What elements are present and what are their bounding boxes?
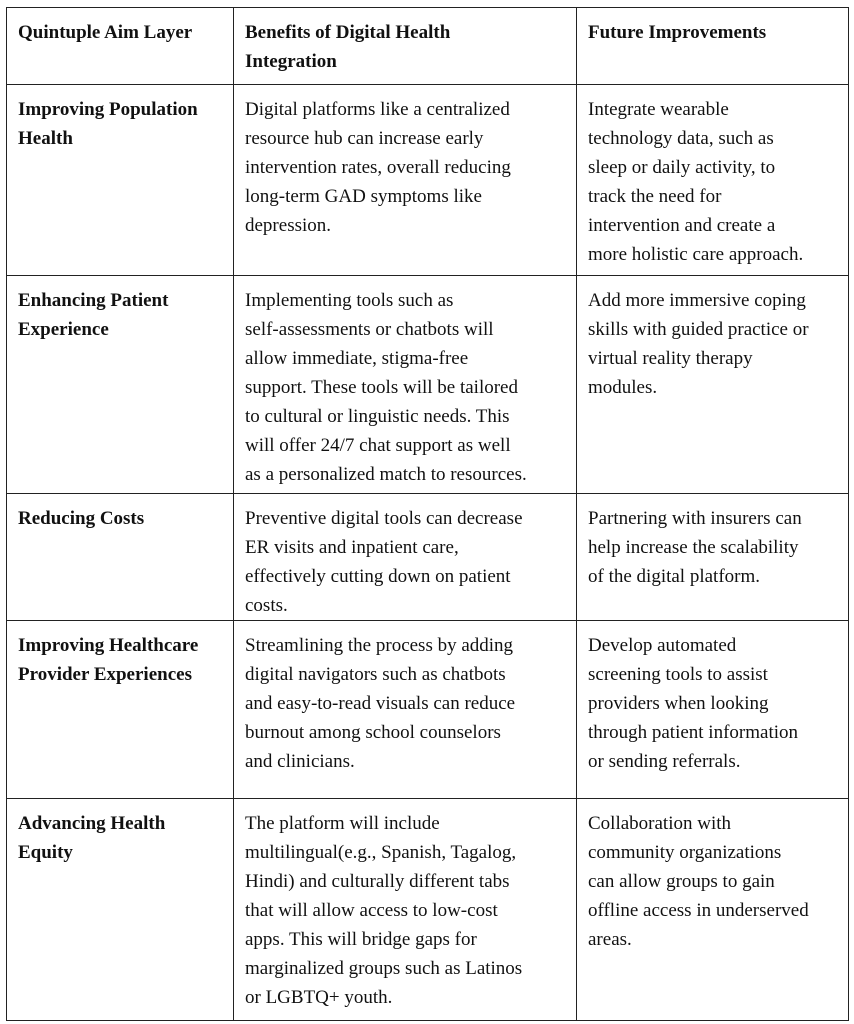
cell-text-line: Quintuple Aim Layer	[18, 22, 193, 43]
table-row	[7, 621, 849, 799]
cell-text-line: through patient information	[588, 722, 799, 743]
cell-text-line: or LGBTQ+ youth.	[245, 987, 393, 1008]
cell-text-line: burnout among school counselors	[245, 722, 501, 743]
cell-future	[577, 799, 849, 1021]
cell-text-line: of the digital platform.	[588, 566, 761, 587]
header-row	[7, 8, 849, 85]
cell-text-line: Integration	[245, 51, 337, 72]
cell-text-line: resource hub can increase early	[245, 128, 484, 149]
cell-layer	[7, 621, 234, 799]
cell-text-line: Equity	[18, 842, 73, 863]
cell-text-line: self-assessments or chatbots will	[245, 319, 494, 340]
cell-benefits	[234, 276, 577, 494]
cell-text-line: to cultural or linguistic needs. This	[245, 406, 510, 427]
cell-benefits	[234, 621, 577, 799]
cell-text-line: Implementing tools such as	[245, 290, 454, 311]
quintuple-aim-table	[6, 7, 849, 1021]
cell-text-line: skills with guided practice or	[588, 319, 809, 340]
cell-text-line: Develop automated	[588, 635, 737, 656]
cell-text-line: Future Improvements	[588, 22, 767, 43]
cell-text-line: screening tools to assist	[588, 664, 768, 685]
cell-benefits	[234, 799, 577, 1021]
cell-layer	[7, 85, 234, 276]
cell-text-line: Digital platforms like a centralized	[245, 99, 510, 120]
cell-text-line: Benefits of Digital Health	[245, 22, 451, 43]
cell-text-line: or sending referrals.	[588, 751, 741, 772]
cell-text-line: intervention rates, overall reducing	[245, 157, 511, 178]
cell-text-line: Preventive digital tools can decrease	[245, 508, 523, 529]
cell-text-line: Collaboration with	[588, 813, 732, 834]
cell-layer	[7, 494, 234, 621]
cell-layer	[7, 276, 234, 494]
cell-text-line: Improving Population	[18, 99, 198, 120]
cell-text-line: Add more immersive coping	[588, 290, 806, 311]
cell-text-line: Streamlining the process by adding	[245, 635, 514, 656]
header-benefits	[234, 8, 577, 85]
cell-text-line: costs.	[245, 595, 288, 616]
cell-text-line: help increase the scalability	[588, 537, 799, 558]
cell-text-line: providers when looking	[588, 693, 769, 714]
cell-text-line: marginalized groups such as Latinos	[245, 958, 523, 979]
cell-future	[577, 276, 849, 494]
cell-text-line: Health	[18, 128, 73, 149]
cell-future	[577, 85, 849, 276]
cell-text-line: technology data, such as	[588, 128, 774, 149]
table-row	[7, 276, 849, 494]
cell-text-line: depression.	[245, 215, 332, 236]
cell-text-line: Provider Experiences	[18, 664, 192, 685]
cell-text-line: Improving Healthcare	[18, 635, 199, 656]
header-future	[577, 8, 849, 85]
cell-future	[577, 621, 849, 799]
cell-text-line: can allow groups to gain	[588, 871, 775, 892]
cell-text-line: will offer 24/7 chat support as well	[245, 435, 511, 456]
header-layer	[7, 8, 234, 85]
cell-text-line: The platform will include	[245, 813, 440, 834]
cell-text-line: modules.	[588, 377, 658, 398]
cell-text-line: Partnering with insurers can	[588, 508, 802, 529]
cell-text-line: track the need for	[588, 186, 722, 207]
cell-text-line: intervention and create a	[588, 215, 776, 236]
cell-text-line: offline access in underserved	[588, 900, 809, 921]
cell-text-line: Advancing Health	[18, 813, 166, 834]
cell-text-line: that will allow access to low-cost	[245, 900, 498, 921]
cell-layer	[7, 799, 234, 1021]
cell-text-line: areas.	[588, 929, 632, 950]
cell-text-line: and clinicians.	[245, 751, 355, 772]
cell-text-line: as a personalized match to resources.	[245, 464, 527, 485]
cell-text-line: ER visits and inpatient care,	[245, 537, 459, 558]
cell-text-line: Experience	[18, 319, 109, 340]
cell-future	[577, 494, 849, 621]
cell-text-line: sleep or daily activity, to	[588, 157, 776, 178]
table-row	[7, 494, 849, 621]
cell-text-line: apps. This will bridge gaps for	[245, 929, 477, 950]
cell-text-line: Integrate wearable	[588, 99, 729, 120]
cell-text-line: community organizations	[588, 842, 782, 863]
cell-text-line: more holistic care approach.	[588, 244, 804, 265]
cell-benefits	[234, 494, 577, 621]
table-row	[7, 799, 849, 1021]
cell-text-line: digital navigators such as chatbots	[245, 664, 506, 685]
cell-text-line: support. These tools will be tailored	[245, 377, 518, 398]
cell-text-line: effectively cutting down on patient	[245, 566, 511, 587]
cell-text-line: Reducing Costs	[18, 508, 145, 529]
cell-text-line: virtual reality therapy	[588, 348, 753, 369]
cell-benefits	[234, 85, 577, 276]
cell-text-line: allow immediate, stigma-free	[245, 348, 469, 369]
cell-text-line: long-term GAD symptoms like	[245, 186, 482, 207]
cell-text-line: Enhancing Patient	[18, 290, 169, 311]
cell-text-line: multilingual(e.g., Spanish, Tagalog,	[245, 842, 517, 863]
table-row	[7, 85, 849, 276]
cell-text-line: Hindi) and culturally different tabs	[245, 871, 510, 892]
cell-text-line: and easy-to-read visuals can reduce	[245, 693, 516, 714]
